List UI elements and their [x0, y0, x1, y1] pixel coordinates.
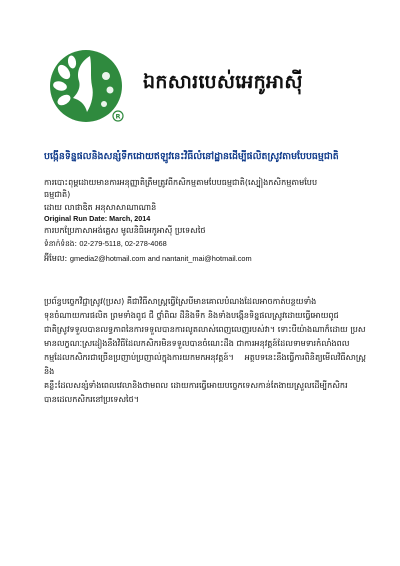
body-line: កម្មដែលកសិករជាច្រើនប្រញាប់ប្រញាល់ក្នុងការយកមកអនុវត្តន៍។ អត្ថបទនេះនឹងធ្វើការពិនិត្យមើលវិធីសាស្ត្រនិង [44, 352, 366, 376]
translation-credit: ការបកប្រែភាសាអង់គ្លេស មូលនិធិអេកូអាស៊ី ប្រទេសថៃ [44, 225, 206, 235]
body-line: បានដេលកសិករនៅប្រទេសថៃ។ [44, 394, 140, 404]
body-line: គន្លឹះដែលសន្សំទាំងពេលវេលានិងថាមពល ដោយការធ្វើអោយបច្ចេកទេសកាន់តែងាយស្រួលដើម្បីកសិករ [44, 380, 348, 390]
email-addresses[interactable]: gmedia2@hotmail.com and nantanit_mai@hotmail.com [69, 254, 252, 263]
body-paragraph [44, 294, 366, 406]
author-line: ដោយ លាផាឌិត អនុសាសាណាណានិ [44, 202, 157, 212]
permission-subtitle [44, 176, 366, 200]
subtitle-line: ធម្មជាតិ) [44, 189, 71, 199]
body-line: ទុនចំណាយការផលិត ព្រមទាំងពូជ ជី ថ្នាំពិឍ ដីនិងទឹក និងទាំងបង្កើនទិន្នផលស្រូវដោយធ្វើអោយពូជ [44, 310, 339, 320]
body-line: មានលក្ខណៈស្រដៀងនឹងវិធីដែលកសិករមិនទទួលបានចំណេះដឹង ជាការអនុវត្តន៍ដែលទាមទារកំលាំងពល [44, 338, 350, 348]
phone-contact [44, 238, 366, 250]
ecoasia-logo [46, 46, 126, 126]
subtitle-line: ការបោះពុម្ពដោយមានការអនុញ្ញាតិត្រឹមត្រូវពីកសិកម្មតាមបែបធម្មជាតិ(ស្បៀងកសិកម្មតាមបែប [44, 177, 318, 187]
document-headline: បង្កើនទិន្នផលនិងសន្សំទឹកដោយឥឡូវនេះវិធីលំនៅដ្ឋានដើម្បីផលិតស្រូវតាមបែបធម្មជាតិ [44, 151, 339, 162]
email-label: អ៊ីមែល: [44, 253, 68, 263]
email-contact [44, 252, 366, 265]
logo-graphic [46, 46, 126, 126]
phone-numbers: 02-279-5118, 02-278-4068 [79, 239, 167, 248]
phone-label: ទំនាក់ទំនង: [44, 239, 77, 248]
svg-text:R: R [115, 112, 121, 121]
document-title: ឯកសារបេស់អេកូអាស៊ី [143, 71, 303, 93]
body-line: ប្រព័ន្ធបច្ចេកវិជ្ជាស្រូវ(ប្រស) គឺជាវិធីសាស្ត្រធ្វើស្រែបីមានគោលបំណងដែលអាចកាត់បន្ថយទាំង [44, 296, 317, 306]
run-date: Original Run Date: March, 2014 [44, 214, 151, 223]
body-line: ជាតិស្រូវទទួលបានលទ្ធភាពនៃការទទួលបានការលូតលាស់ពេញលេញរបស់វា។ ទោះបីយ៉ាងណាក៏ដោយ ប្រស [44, 324, 366, 334]
